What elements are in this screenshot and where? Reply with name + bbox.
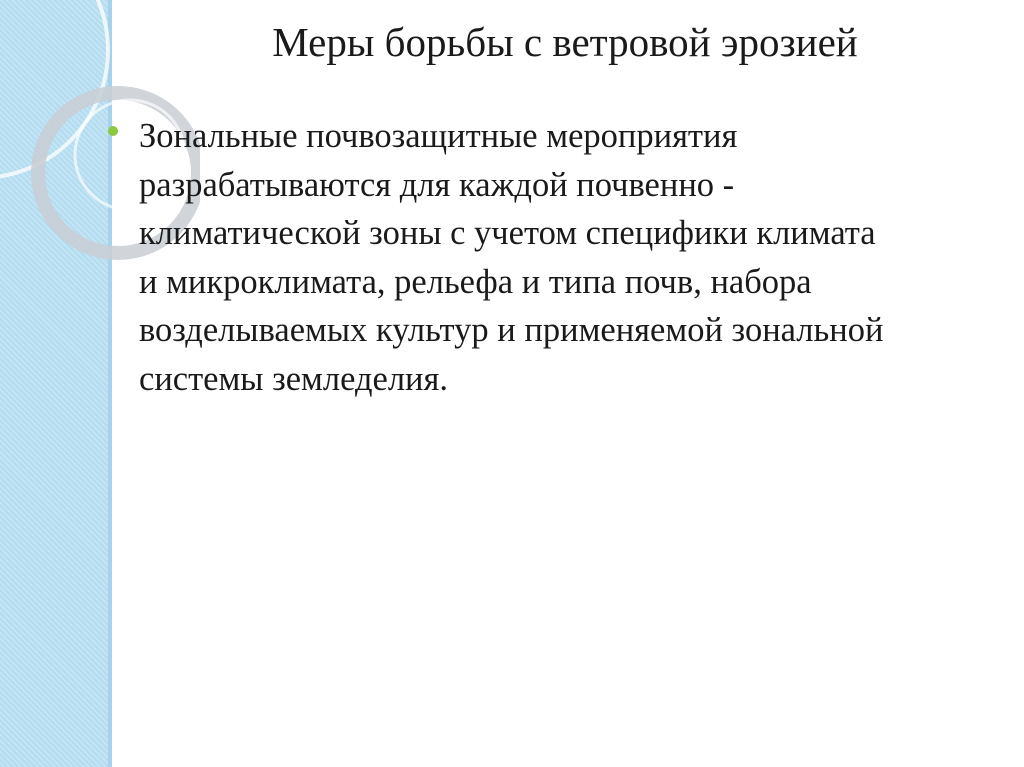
- bullet-text: Зональные почвозащитные мероприятия разрабатываются для каждой почвенно - климатической зоны с учетом специфики климата и микроклимата, рельефа и типа почв, набора возделываемых культур и применяемой зональной системы земледелия.: [139, 117, 884, 398]
- bullet-item: [108, 112, 1013, 403]
- slide-title: Меры борьбы с ветровой эрозией: [272, 19, 858, 65]
- slide-content: [108, 112, 1013, 403]
- bullet-dot-icon: [108, 126, 118, 136]
- large-circle-arc: [0, 0, 108, 178]
